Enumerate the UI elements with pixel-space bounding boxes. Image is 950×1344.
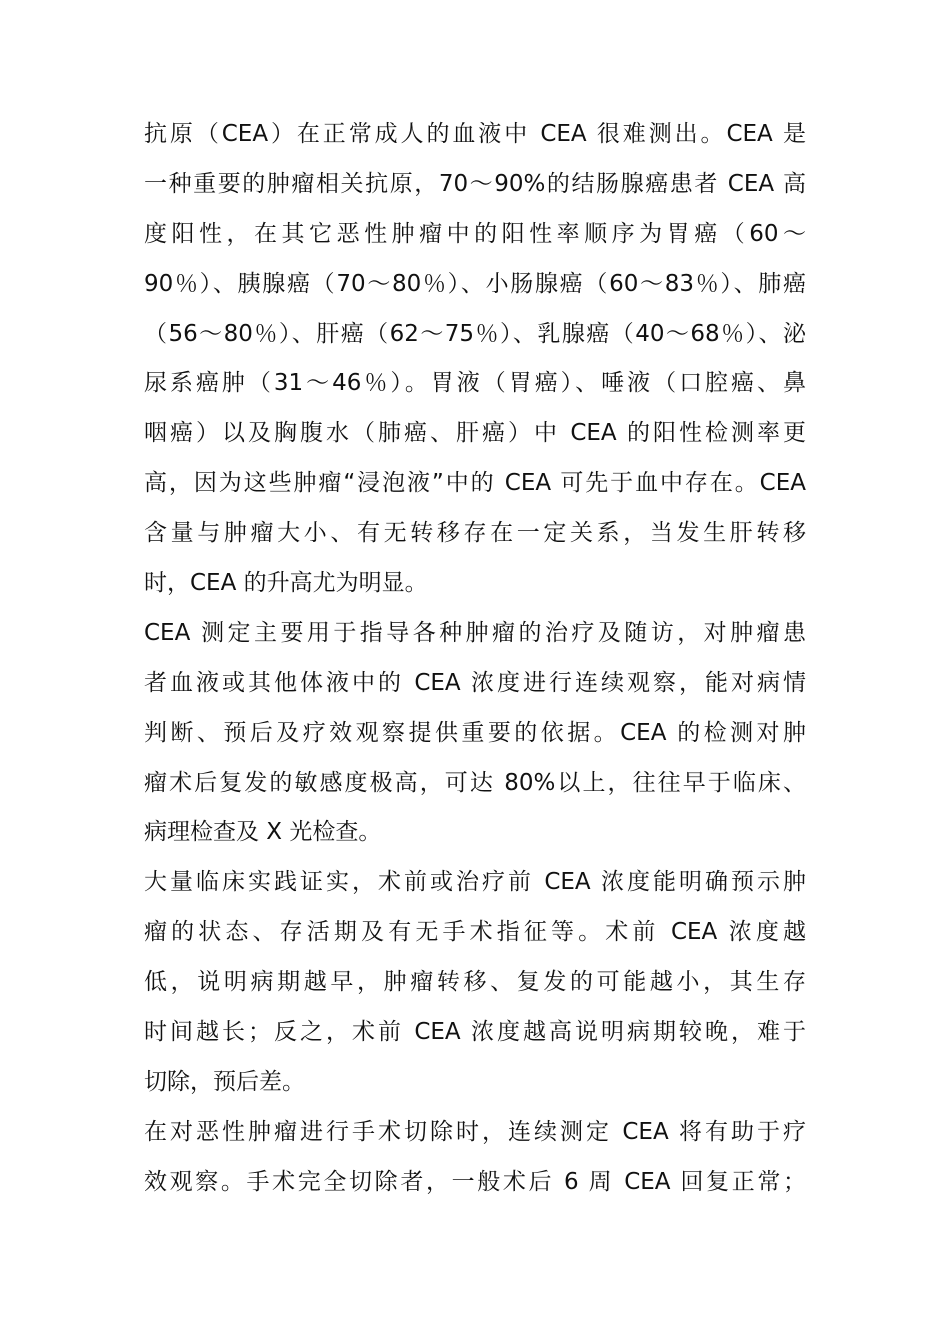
text-line: 尿系癌肿（31～46％）。胃液（胃癌）、唾液（口腔癌、鼻 [144,370,806,397]
text-line: CEA 测定主要用于指导各种肿瘤的治疗及随访，对肿瘤患 [144,619,806,646]
text-line: 90％）、胰腺癌（70～80％）、小肠腺癌（60～83％）、肺癌 [144,270,806,297]
text-line: （56～80％）、肝癌（62～75％）、乳腺癌（40～68％）、泌 [144,320,806,347]
text-line: 瘤的状态、存活期及有无手术指征等。术前 CEA 浓度越 [144,919,806,946]
paragraph-end-line: 时，CEA 的升高尤为明显。 [144,570,428,597]
paragraph-end-line: 切除，预后差。 [144,1068,305,1095]
text-line: 低，说明病期越早，肿瘤转移、复发的可能越小，其生存 [144,969,806,996]
text-line: 判断、预后及疗效观察提供重要的依据。CEA 的检测对肿 [144,719,806,746]
text-line: 咽癌）以及胸腹水（肺癌、肝癌）中 CEA 的阳性检测率更 [144,420,806,447]
text-line: 度阳性，在其它恶性肿瘤中的阳性率顺序为胃癌（60～ [144,220,806,247]
text-line: 含量与肿瘤大小、有无转移存在一定关系，当发生肝转移 [144,520,806,547]
text-line: 高，因为这些肿瘤“浸泡液”中的 CEA 可先于血中存在。CEA [144,470,806,497]
text-line: 抗原（CEA）在正常成人的血液中 CEA 很难测出。CEA 是 [144,121,806,147]
text-line: 时间越长；反之，术前 CEA 浓度越高说明病期较晚，难于 [144,1019,806,1046]
text-line: 效观察。手术完全切除者，一般术后 6 周 CEA 回复正常； [144,1168,806,1195]
text-line: 一种重要的肿瘤相关抗原，70～90%的结肠腺癌患者 CEA 高 [144,170,806,197]
text-line: 者血液或其他体液中的 CEA 浓度进行连续观察，能对病情 [144,669,806,696]
paragraph-end-line: 病理检查及 X 光检查。 [144,819,382,846]
body-text [144,110,806,1208]
text-line: 瘤术后复发的敏感度极高，可达 80%以上，往往早于临床、 [144,769,806,796]
text-line: 大量临床实践证实，术前或治疗前 CEA 浓度能明确预示肿 [144,869,806,896]
text-line: 在对恶性肿瘤进行手术切除时，连续测定 CEA 将有助于疗 [144,1118,806,1145]
